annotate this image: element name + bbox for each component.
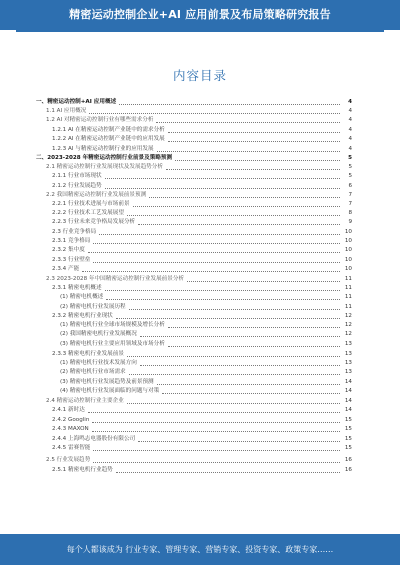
toc-entry-label: 1.2.1 AI 在精密运动控制产业链中的需求分析 [52,127,165,133]
toc-entry-label: 2.4.4 上海鸣志电器股份有限公司 [52,436,136,442]
toc-dot-leader [105,178,340,179]
toc-entry-page: 11 [344,276,352,282]
toc-entry-page: 14 [344,407,352,413]
toc-entry[interactable] [52,228,352,237]
toc-entry[interactable] [60,321,352,330]
toc-entry[interactable] [52,406,352,415]
toc-entry[interactable] [46,163,352,172]
toc-entry-label: (1) 精密电机行业技术发展方向 [60,360,137,366]
toc-entry-page: 13 [344,360,352,366]
toc-dot-leader [140,336,340,337]
toc-dot-leader [133,206,340,207]
toc-entry[interactable] [46,116,352,125]
toc-entry[interactable] [46,107,352,116]
toc-entry-label: 2.3 2023-2028 年中国精密运动控制行业发展前景分析 [46,276,185,282]
toc-dot-leader [105,188,340,189]
toc-entry-label: 2.1 精密运动控制行业发展现状及发展趋势分析 [46,164,163,170]
toc-entry-page: 13 [344,351,352,357]
toc-entry-page: 9 [348,219,352,225]
toc-entry-label: 2.5.1 精密电机行业趋势 [52,467,113,473]
toc-dot-leader [149,197,340,198]
toc-dot-leader [93,243,340,244]
toc-entry-label: 2.2.3 行业未来竞争格局发展分析 [52,219,136,225]
toc-entry[interactable] [52,237,352,246]
toc-entry[interactable] [52,126,352,135]
table-of-contents [0,96,400,528]
toc-entry-page: 5 [348,164,352,170]
toc-entry-label: 一、精密运动控制+AI 应用概述 [36,99,117,105]
toc-entry[interactable] [60,378,352,387]
toc-entry[interactable] [60,293,352,302]
toc-dot-leader [88,412,340,413]
toc-entry-page: 12 [344,322,352,328]
toc-entry[interactable] [46,275,352,284]
toc-dot-leader [129,309,340,310]
toc-dot-leader [166,169,340,170]
toc-entry-label: 2.2 我国精密运动控制行业发展前景预测 [46,192,147,198]
toc-entry[interactable] [60,330,352,339]
toc-entry-label: 2.1.1 行业市场现状 [52,173,102,179]
toc-entry[interactable] [52,416,352,425]
toc-entry[interactable] [52,256,352,265]
toc-entry-label: 2.3.2 精密电机行业现状 [52,313,113,319]
toc-entry-page: 15 [344,436,352,442]
toc-dot-leader [82,271,340,272]
toc-entry-label: (4) 精密电机行业发展面临的问题与对策 [60,388,160,394]
toc-entry[interactable] [52,218,352,227]
toc-entry-label: 2.4.3 MAXON [52,426,89,432]
toc-entry-label: 2.3.2 集中度 [52,247,85,253]
toc-entry-label: (2) 我国精密电机行业发展概况 [60,331,137,337]
toc-dot-leader [119,104,340,105]
toc-entry-label: (3) 精密电机行业发展趋势及前景预测 [60,379,154,385]
toc-dot-leader [106,299,340,300]
toc-heading: 内容目录 [172,68,227,83]
toc-dot-leader [138,224,340,225]
toc-entry-page: 10 [344,247,352,253]
toc-entry[interactable] [36,154,352,163]
toc-dot-leader [157,151,340,152]
toc-entry-label: 1.1 AI 应用概况 [46,108,87,114]
toc-entry[interactable] [52,182,352,191]
toc-entry[interactable] [36,98,352,107]
toc-entry[interactable] [52,265,352,274]
footer-slogan: 每个人都该成为 行业专家、管理专家、营销专家、投资专家、政策专家…… [66,545,334,554]
toc-entry[interactable] [60,340,352,349]
toc-dot-leader [127,215,340,216]
toc-dot-leader [140,365,340,366]
toc-entry[interactable] [52,425,352,434]
toc-dot-leader [138,441,340,442]
toc-entry-page: 14 [344,379,352,385]
toc-entry-label: 2.4.5 雷赛智能 [52,445,91,451]
toc-entry-page: 15 [344,426,352,432]
toc-dot-leader [127,356,340,357]
toc-entry-label: (1) 精密电机行业全球市场规模及增长分析 [60,322,165,328]
toc-entry[interactable] [52,466,352,475]
toc-entry[interactable] [46,397,352,406]
toc-entry-label: (2) 精密电机行业发展历程 [60,304,126,310]
toc-entry-page: 4 [348,99,352,105]
toc-entry-page: 13 [344,341,352,347]
toc-entry-label: 1.2 AI 对精密运动控制行业有哪些需求分析 [46,117,154,123]
toc-entry[interactable] [52,209,352,218]
toc-dot-leader [175,160,340,161]
toc-entry[interactable] [52,135,352,144]
toc-entry-label: 2.2.1 行业技术进展与市场前景 [52,201,130,207]
toc-dot-leader [168,141,340,142]
toc-entry-page: 5 [348,155,352,161]
toc-entry-page: 4 [348,127,352,133]
toc-entry-page: 11 [344,294,352,300]
toc-entry[interactable] [46,456,352,465]
toc-entry-label: 2.3.1 竞争格局 [52,238,91,244]
toc-dot-leader [168,346,340,347]
toc-entry-page: 15 [344,445,352,451]
toc-entry-label: 2.3.4 产能 [52,266,80,272]
toc-entry-label: (1) 精密电机概述 [60,294,104,300]
toc-entry-page: 10 [344,238,352,244]
toc-dot-leader [129,374,340,375]
toc-entry-label: 1.2.2 AI 在精密运动控制产业链中的应用发展 [52,136,165,142]
toc-entry-label: 2.4.2 Googlin [52,417,90,423]
header-divider [16,30,384,32]
toc-entry-page: 13 [344,369,352,375]
toc-entry-page: 12 [344,331,352,337]
toc-dot-leader [187,281,340,282]
toc-entry-page: 14 [344,398,352,404]
toc-entry-label: 1.2.3 AI 与精密运动控制行业的应用发展 [52,146,154,152]
toc-entry[interactable] [46,191,352,200]
toc-entry-label: 2.3.3 行业壁垒 [52,257,91,263]
toc-dot-leader [92,422,340,423]
toc-entry-label: (2) 精密电机行业市场需求 [60,369,126,375]
toc-dot-leader [168,132,340,133]
toc-entry[interactable] [52,444,352,453]
toc-entry-page: 16 [344,467,352,473]
toc-dot-leader [116,318,340,319]
toc-dot-leader [89,113,340,114]
toc-entry[interactable] [60,303,352,312]
toc-entry-label: (3) 精密电机行业主要应用领域及市场分析 [60,341,165,347]
toc-entry-page: 4 [348,117,352,123]
toc-dot-leader [93,462,340,463]
toc-dot-leader [92,431,340,432]
toc-dot-leader [99,234,340,235]
toc-entry-page: 12 [344,313,352,319]
toc-entry-page: 15 [344,417,352,423]
toc-dot-leader [116,472,340,473]
toc-entry-label: 2.1.2 行业发展趋势 [52,183,102,189]
toc-entry-page: 7 [348,192,352,198]
toc-entry[interactable] [52,172,352,181]
toc-entry-page: 8 [348,210,352,216]
toc-entry-label: 2.4 精密运动控制行业主要企业 [46,398,124,404]
toc-entry-page: 4 [348,146,352,152]
toc-entry-page: 4 [348,136,352,142]
toc-dot-leader [93,450,340,451]
toc-entry-page: 6 [348,183,352,189]
toc-dot-leader [162,393,340,394]
toc-entry-label: 2.5 行业发展趋势 [46,457,91,463]
toc-entry-label: 2.3 行业竞争格局 [52,229,97,235]
toc-entry-page: 10 [344,257,352,263]
toc-entry-label: 二、2023-2028 年精密运动控制行业前景及策略预测 [36,155,173,161]
toc-entry[interactable] [52,435,352,444]
toc-entry[interactable] [60,359,352,368]
toc-dot-leader [88,252,340,253]
toc-dot-leader [127,403,340,404]
toc-dot-leader [93,262,340,263]
toc-entry-label: 2.4.1 新时达 [52,407,85,413]
toc-dot-leader [168,327,340,328]
toc-entry[interactable] [52,145,352,154]
toc-entry[interactable] [60,387,352,396]
toc-entry-label: 2.3.3 精密电机行业发展前景 [52,351,124,357]
toc-dot-leader [156,122,340,123]
toc-entry-page: 4 [348,108,352,114]
toc-entry-page: 14 [344,388,352,394]
toc-entry-page: 10 [344,266,352,272]
toc-entry-page: 10 [344,229,352,235]
toc-entry[interactable] [52,284,352,293]
toc-entry-page: 11 [344,304,352,310]
toc-dot-leader [105,290,340,291]
toc-dot-leader [157,384,340,385]
toc-entry[interactable] [60,368,352,377]
toc-entry[interactable] [52,200,352,209]
toc-entry[interactable] [52,312,352,321]
toc-entry[interactable] [52,246,352,255]
toc-entry[interactable] [52,350,352,359]
toc-entry-label: 2.3.1 精密电机概述 [52,285,102,291]
toc-entry-page: 11 [344,285,352,291]
toc-entry-page: 5 [348,173,352,179]
report-title: 精密运动控制企业+AI 应用前景及布局策略研究报告 [69,8,331,21]
toc-entry-page: 16 [344,457,352,463]
toc-entry-page: 7 [348,201,352,207]
toc-entry-label: 2.2.2 行业技术工艺发展展望 [52,210,124,216]
